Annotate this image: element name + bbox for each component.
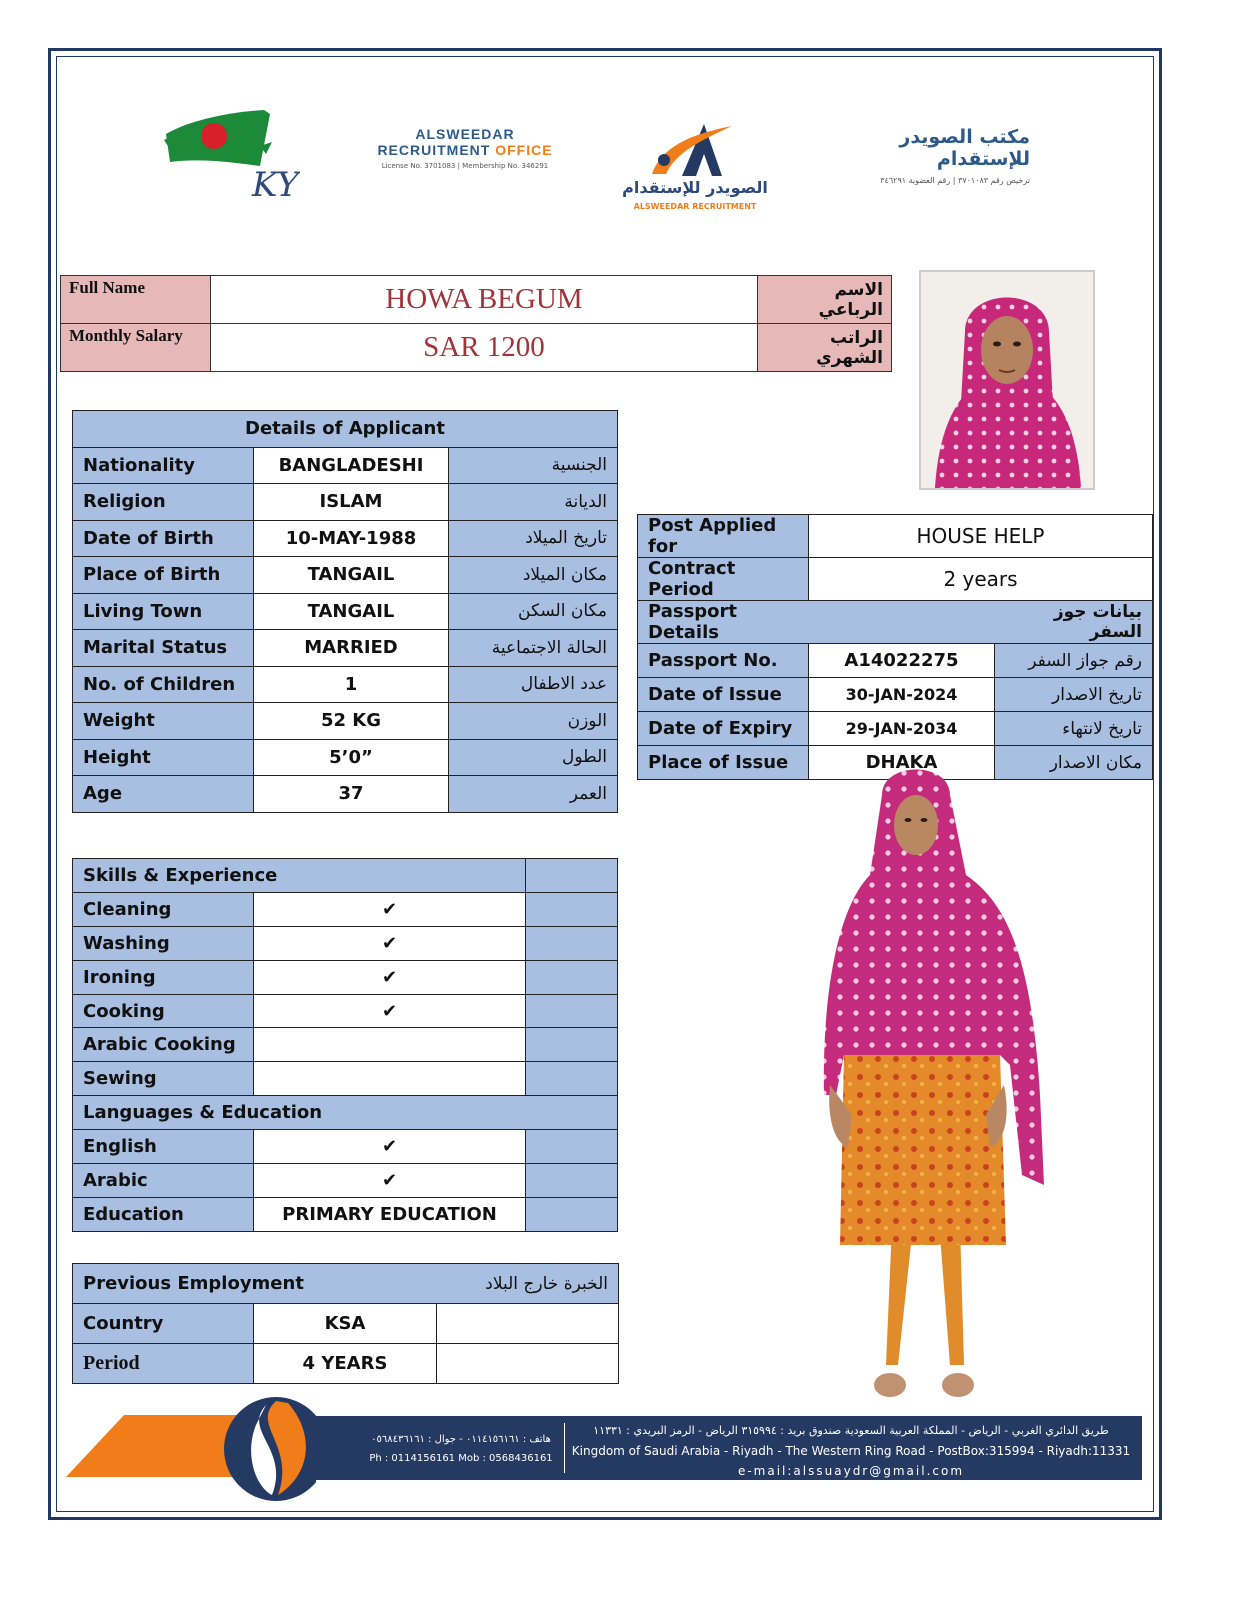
logo-ar-line2: ترخيص رقم ٣٧٠١٠٨٣ | رقم العضوية ٣٤٦٢٩١ — [880, 176, 1030, 185]
details-value: MARRIED — [254, 630, 449, 667]
table-row — [73, 1164, 618, 1198]
details-value: ISLAM — [254, 484, 449, 521]
details-label-ar: الحالة الاجتماعية — [449, 630, 618, 667]
details-label-ar: الديانة — [449, 484, 618, 521]
details-label: Living Town — [73, 593, 254, 630]
table-row — [73, 892, 618, 926]
table-row — [638, 515, 1153, 558]
contract-label: Contract Period — [638, 558, 809, 601]
footer-phone-ar: هاتف : ٠١١٤١٥٦١٦١ - جوال : ٠٥٦٨٤٣٦١٦١ — [371, 1434, 551, 1445]
language-label: English — [73, 1130, 254, 1164]
passport-label: Place of Issue — [638, 746, 809, 780]
table-row — [638, 644, 1153, 678]
details-value: 52 KG — [254, 703, 449, 740]
footer-email[interactable]: e-mail:alssuaydr@gmail.com — [737, 1464, 965, 1478]
period-value: 4 YEARS — [254, 1344, 437, 1384]
alsweedar-mark-logo — [612, 116, 778, 216]
details-label-ar: الوزن — [449, 703, 618, 740]
details-label-ar: الطول — [449, 739, 618, 776]
details-value: TANGAIL — [254, 557, 449, 594]
logo-mark-arabic: الصويدر للإستقدام — [622, 178, 768, 197]
details-label: Religion — [73, 484, 254, 521]
alsweedar-arabic-logo — [800, 126, 1030, 185]
footer-divider — [564, 1423, 565, 1473]
details-label-ar: مكان السكن — [449, 593, 618, 630]
passport-value: A14022275 — [809, 644, 995, 678]
alsweedar-english-logo — [360, 126, 570, 170]
details-label: Date of Birth — [73, 520, 254, 557]
details-label: Nationality — [73, 447, 254, 484]
table-row — [73, 994, 618, 1028]
details-label-ar: مكان الميلاد — [449, 557, 618, 594]
table-row — [73, 1344, 619, 1384]
details-value: BANGLADESHI — [254, 447, 449, 484]
table-row — [638, 678, 1153, 712]
logo-mark-english: ALSWEEDAR RECRUITMENT — [633, 202, 757, 211]
footer-address — [571, 1421, 1131, 1481]
details-label-ar: تاريخ الميلاد — [449, 520, 618, 557]
country-value: KSA — [254, 1304, 437, 1344]
footer-address-en: Kingdom of Saudi Arabia - Riyadh - The Western Ring Road - PostBox:315994 - Riyadh:11331 — [571, 1444, 1131, 1458]
flag-initials: KY — [252, 165, 299, 205]
salary-label-ar: الراتب الشهري — [758, 324, 892, 372]
details-value: 5’0” — [254, 739, 449, 776]
skill-check: ✔ — [254, 994, 526, 1028]
table-row — [73, 1130, 618, 1164]
passport-label-ar: رقم جواز السفر — [995, 644, 1153, 678]
full-name-label: Full Name — [61, 276, 211, 324]
languages-title: Languages & Education — [73, 1096, 618, 1130]
passport-title: Passport Details — [638, 601, 809, 644]
salary-value: SAR 1200 — [210, 324, 757, 372]
details-label: Weight — [73, 703, 254, 740]
skill-check — [254, 1062, 526, 1096]
skill-label: Sewing — [73, 1062, 254, 1096]
table-row — [73, 960, 618, 994]
table-row — [73, 520, 618, 557]
post-label: Post Applied for — [638, 515, 809, 558]
skill-check: ✔ — [254, 892, 526, 926]
passport-label-ar: تاريخ لانتهاء — [995, 712, 1153, 746]
education-value: PRIMARY EDUCATION — [254, 1197, 526, 1231]
table-row — [73, 630, 618, 667]
footer-logo-icon — [66, 1395, 316, 1505]
details-value: 37 — [254, 776, 449, 813]
details-title: Details of Applicant — [73, 411, 618, 448]
details-label: Place of Birth — [73, 557, 254, 594]
table-row — [638, 558, 1153, 601]
bangladesh-flag-logo — [160, 106, 300, 216]
portrait-photo — [919, 270, 1095, 490]
table-row — [73, 739, 618, 776]
details-label: No. of Children — [73, 666, 254, 703]
previous-title-ar: الخبرة خارج البلاد — [437, 1264, 619, 1304]
language-check: ✔ — [254, 1130, 526, 1164]
details-label-ar: عدد الاطفال — [449, 666, 618, 703]
full-name-label-ar: الاسم الرباعي — [758, 276, 892, 324]
details-label: Marital Status — [73, 630, 254, 667]
full-body-photo — [800, 765, 1060, 1410]
full-name-value: HOWA BEGUM — [210, 276, 757, 324]
period-label: Period — [73, 1344, 254, 1384]
footer-phone-en: Ph : 0114156161 Mob : 0568436161 — [369, 1453, 553, 1464]
table-row — [73, 666, 618, 703]
skill-label: Arabic Cooking — [73, 1028, 254, 1062]
language-label: Arabic — [73, 1164, 254, 1198]
passport-label-ar: تاريخ الاصدار — [995, 678, 1153, 712]
previous-employment-table — [72, 1263, 619, 1384]
table-row — [638, 601, 1153, 644]
previous-title: Previous Employment — [73, 1264, 437, 1304]
details-value: TANGAIL — [254, 593, 449, 630]
details-label: Height — [73, 739, 254, 776]
skills-table — [72, 858, 618, 1232]
name-salary-table — [60, 275, 892, 372]
logo-en-line2: RECRUITMENT OFFICE — [377, 142, 553, 158]
table-row — [73, 484, 618, 521]
table-row — [638, 712, 1153, 746]
logo-en-line1: ALSWEEDAR — [415, 126, 515, 142]
language-check: ✔ — [254, 1164, 526, 1198]
logo-ar-line1: مكتب الصويدر للإستقدام — [899, 126, 1030, 170]
contract-value: 2 years — [809, 558, 1153, 601]
passport-label: Date of Issue — [638, 678, 809, 712]
education-label: Education — [73, 1197, 254, 1231]
passport-details-table — [637, 514, 1153, 780]
footer-phones — [356, 1430, 566, 1468]
table-row — [73, 1304, 619, 1344]
logo-en-license: License No. 3701083 | Membership No. 346291 — [381, 162, 549, 170]
applicant-details-table — [72, 410, 618, 813]
passport-value: DHAKA — [809, 746, 995, 780]
table-row — [73, 1197, 618, 1231]
details-label-ar: العمر — [449, 776, 618, 813]
table-row — [73, 447, 618, 484]
details-label: Age — [73, 776, 254, 813]
passport-title-ar: بيانات جوز السفر — [995, 601, 1153, 644]
table-row — [73, 926, 618, 960]
table-row — [73, 557, 618, 594]
table-row — [73, 776, 618, 813]
table-row — [73, 1062, 618, 1096]
table-row — [73, 703, 618, 740]
details-value: 1 — [254, 666, 449, 703]
skill-check: ✔ — [254, 926, 526, 960]
passport-value: 30-JAN-2024 — [809, 678, 995, 712]
skill-label: Cleaning — [73, 892, 254, 926]
salary-label: Monthly Salary — [61, 324, 211, 372]
post-value: HOUSE HELP — [809, 515, 1153, 558]
passport-label-ar: مكان الاصدار — [995, 746, 1153, 780]
table-row — [73, 1028, 618, 1062]
alsweedar-a-icon — [612, 116, 778, 180]
passport-label: Date of Expiry — [638, 712, 809, 746]
footer-banner — [66, 1395, 1142, 1505]
table-row — [73, 593, 618, 630]
skill-label: Cooking — [73, 994, 254, 1028]
country-label: Country — [73, 1304, 254, 1344]
skill-label: Ironing — [73, 960, 254, 994]
footer-address-ar: طريق الدائري الغربي - الرياض - المملكة العربية السعودية صندوق بريد : ٣١٥٩٩٤ الرياض - الرمز البريدي : ١١٣٣١ — [593, 1424, 1109, 1437]
skill-check: ✔ — [254, 960, 526, 994]
skills-title: Skills & Experience — [73, 859, 526, 893]
skill-label: Washing — [73, 926, 254, 960]
passport-label: Passport No. — [638, 644, 809, 678]
details-value: 10-MAY-1988 — [254, 520, 449, 557]
passport-value: 29-JAN-2034 — [809, 712, 995, 746]
details-label-ar: الجنسية — [449, 447, 618, 484]
skill-check — [254, 1028, 526, 1062]
